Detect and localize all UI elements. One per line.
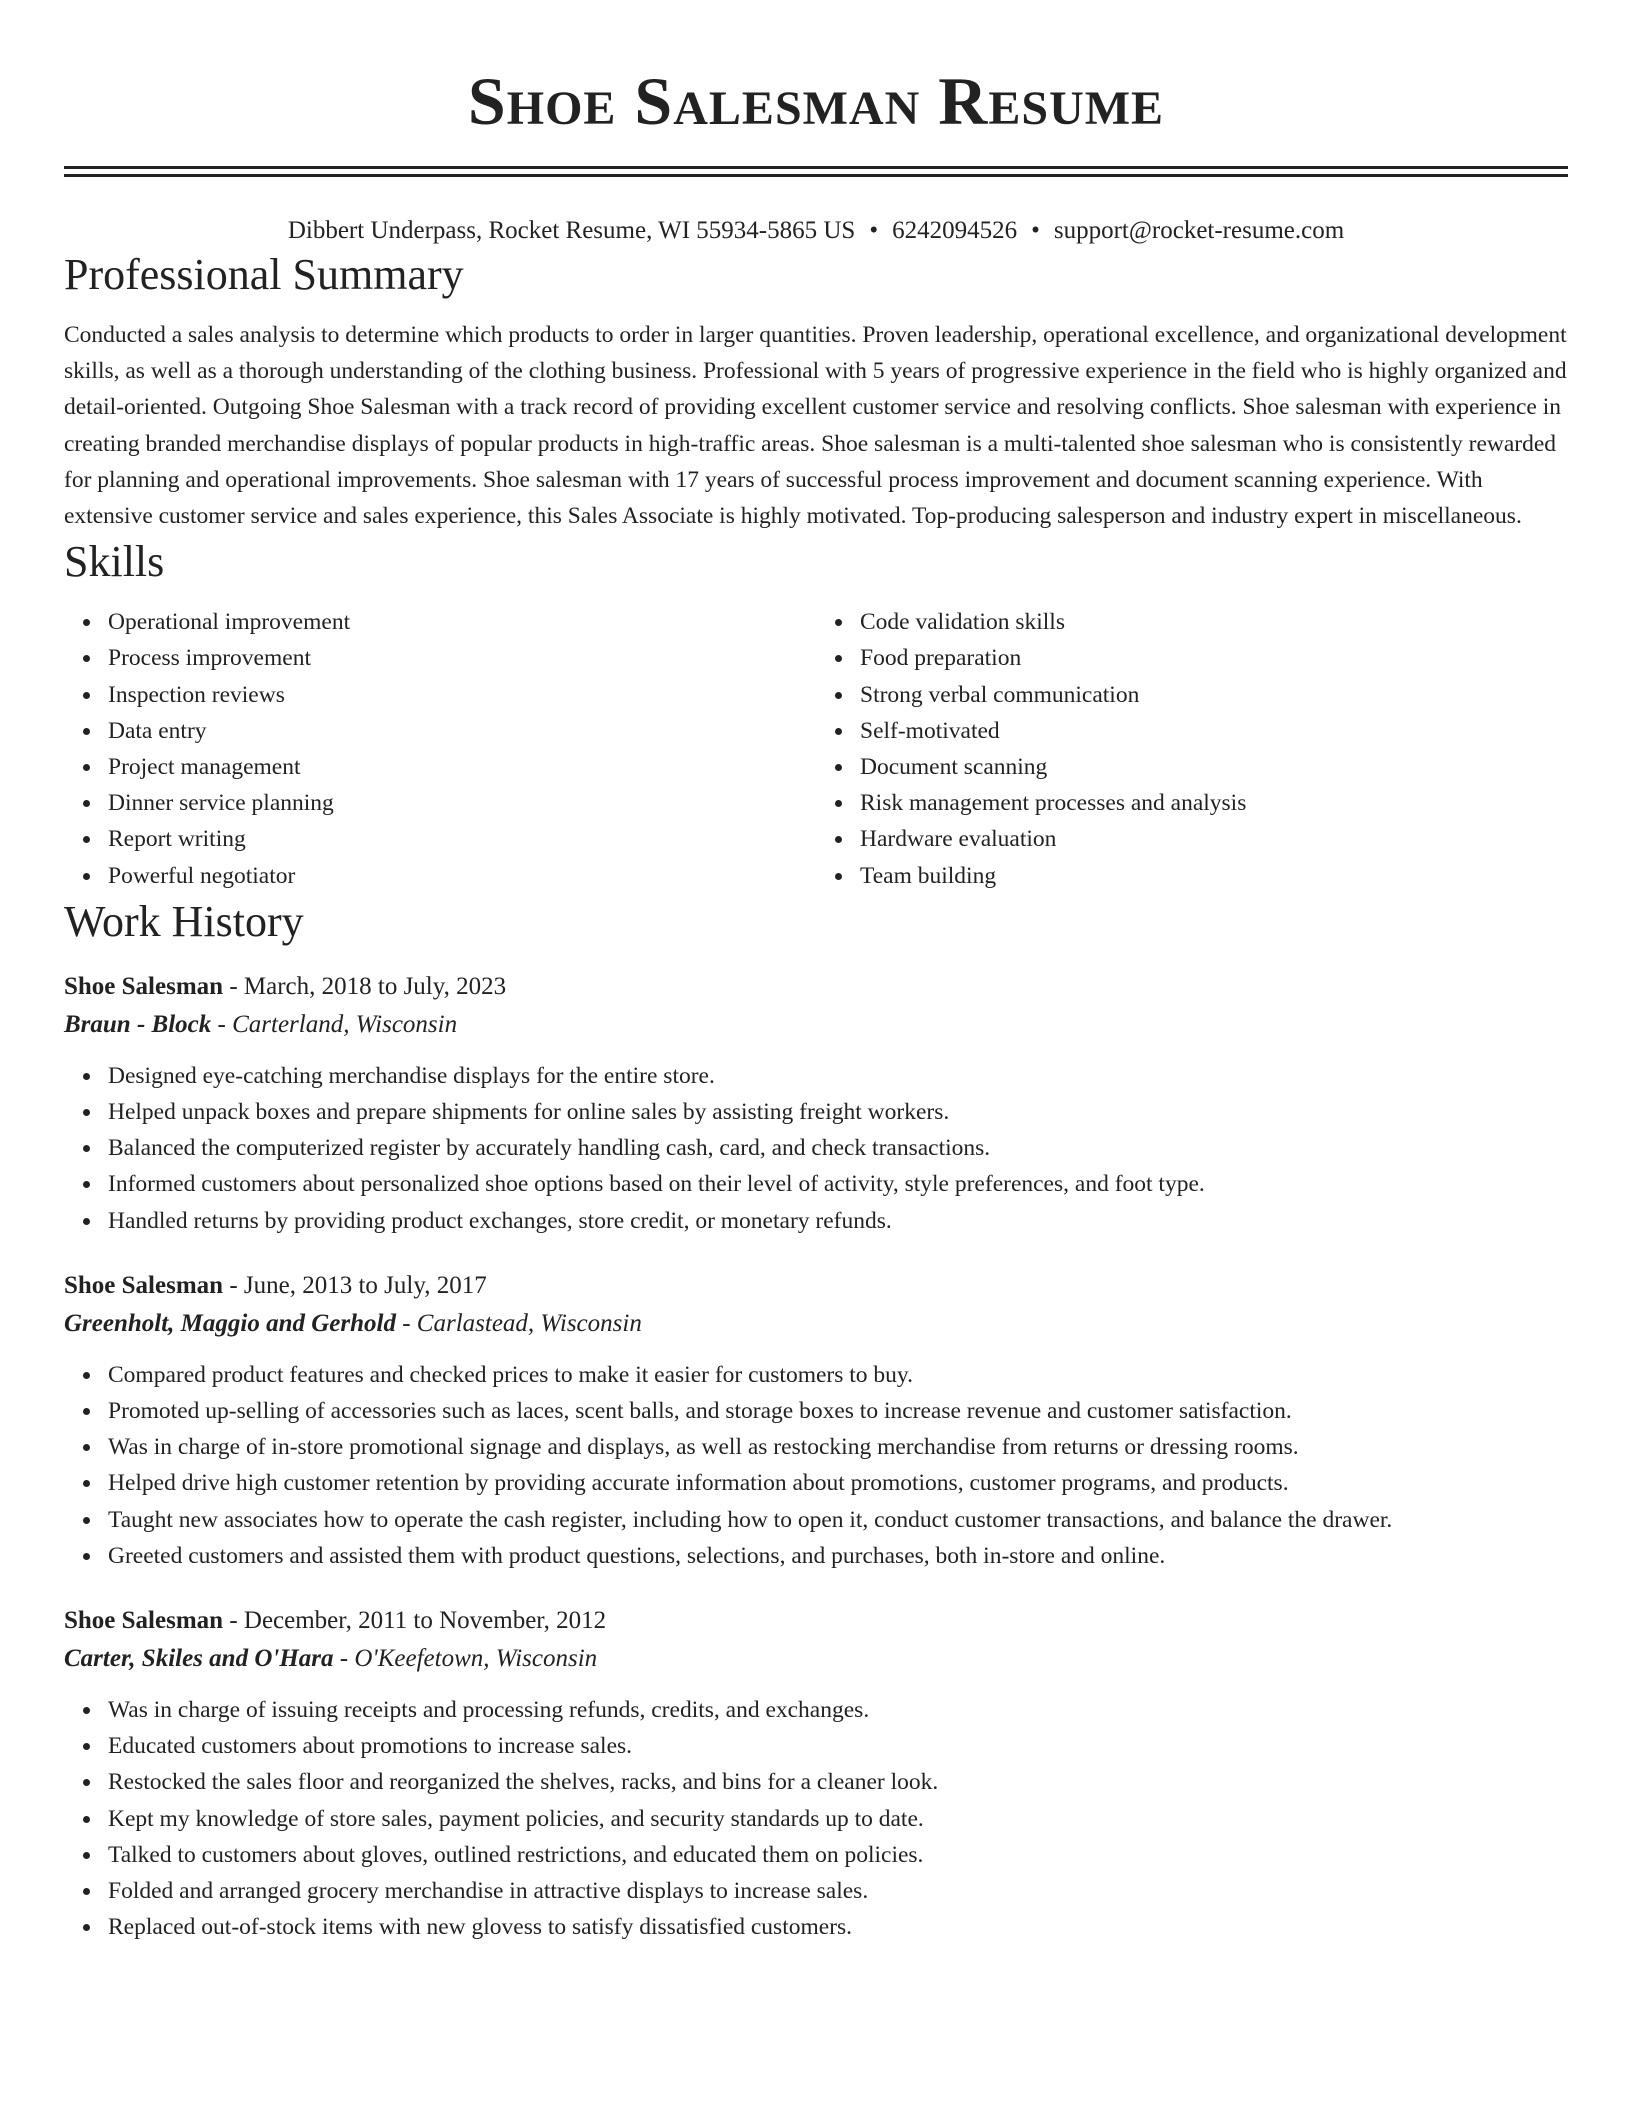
job-duties xyxy=(64,1058,1568,1239)
job-dates: - December, 2011 to November, 2012 xyxy=(223,1607,607,1635)
skill-item: Code validation skills xyxy=(860,604,1568,640)
job-duty: Restocked the sales floor and reorganized the shelves, racks, and bins for a cleaner look. xyxy=(108,1764,1568,1800)
skill-item: Data entry xyxy=(108,713,816,749)
job-position: Shoe Salesman xyxy=(64,972,224,1000)
skill-item: Team building xyxy=(860,858,1568,894)
summary-heading: Professional Summary xyxy=(64,250,464,299)
skill-item: Dinner service planning xyxy=(108,785,816,821)
job-duty: Compared product features and checked prices to make it easier for customers to buy. xyxy=(108,1357,1568,1393)
job-company: Carter, Skiles and O'Hara xyxy=(64,1645,334,1673)
job-duty: Folded and arranged grocery merchandise in attractive displays to increase sales. xyxy=(108,1873,1568,1909)
job-dates: - March, 2018 to July, 2023 xyxy=(223,972,507,1000)
skill-item: Process improvement xyxy=(108,640,816,676)
job-duty: Was in charge of issuing receipts and processing refunds, credits, and exchanges. xyxy=(108,1692,1568,1728)
job-title-line xyxy=(64,968,1568,1006)
job-duty: Educated customers about promotions to increase sales. xyxy=(108,1728,1568,1764)
job-duty: Taught new associates how to operate the cash register, including how to open it, conduct customer transactions, and balance the drawer. xyxy=(108,1502,1568,1538)
job-duty: Kept my knowledge of store sales, payment policies, and security standards up to date. xyxy=(108,1801,1568,1837)
summary-text: Conducted a sales analysis to determine which products to order in larger quantities. Proven leadership, operational excellence, and organizational development skills, as well as a thorough understanding of the clothing business. Professional with 5 years of progressive experience in the field who is highly organized and detail-oriented. Outgoing Shoe Salesman with a track record of providing excellent customer service and resolving conflicts. Shoe salesman with experience in creating branded merchandise displays of popular products in high-traffic areas. Shoe salesman is a multi-talented shoe salesman who is consistently rewarded for planning and operational improvements. Shoe salesman with 17 years of successful process improvement and document scanning experience. With extensive customer service and sales experience, this Sales Associate is highly motivated. Top-producing salesperson and industry expert in miscellaneous. xyxy=(64,322,1567,530)
resume-title: Shoe Salesman Resume xyxy=(467,63,1165,139)
job-duty: Helped unpack boxes and prepare shipments for online sales by assisting freight workers. xyxy=(108,1094,1568,1130)
job-position: Shoe Salesman xyxy=(64,1607,224,1635)
job-dates: - June, 2013 to July, 2017 xyxy=(223,1271,487,1299)
work-history-heading: Work History xyxy=(64,896,304,946)
job-duty: Designed eye-catching merchandise displays for the entire store. xyxy=(108,1058,1568,1094)
job-entry xyxy=(64,968,1568,1239)
skill-item: Document scanning xyxy=(860,749,1568,785)
skill-item: Self-motivated xyxy=(860,713,1568,749)
contact-separator: • xyxy=(1031,217,1040,244)
skill-item: Strong verbal communication xyxy=(860,677,1568,713)
job-company-line xyxy=(64,1006,1568,1044)
job-entry xyxy=(64,1602,1568,1945)
skill-item: Food preparation xyxy=(860,640,1568,676)
skill-item: Project management xyxy=(108,749,816,785)
job-location: - O'Keefetown, Wisconsin xyxy=(333,1645,598,1673)
job-location: - Carterland, Wisconsin xyxy=(211,1010,458,1038)
job-company: Greenholt, Maggio and Gerhold xyxy=(64,1309,396,1337)
job-company-line xyxy=(64,1640,1568,1678)
contact-phone: 6242094526 xyxy=(892,217,1018,244)
skills-column-left xyxy=(64,604,816,894)
skills-heading: Skills xyxy=(64,537,165,587)
contact-email: support@rocket-resume.com xyxy=(1053,217,1345,244)
contact-address: Dibbert Underpass, Rocket Resume, WI 55934-5865 US xyxy=(287,217,856,244)
contact-separator: • xyxy=(869,217,879,244)
job-position: Shoe Salesman xyxy=(64,1271,224,1299)
job-title-line xyxy=(64,1267,1568,1305)
job-location: - Carlastead, Wisconsin xyxy=(395,1309,642,1337)
skills-column-right xyxy=(816,604,1568,894)
job-duty: Balanced the computerized register by accurately handling cash, card, and check transactions. xyxy=(108,1130,1568,1166)
job-entry xyxy=(64,1267,1568,1574)
skills-list xyxy=(64,604,1568,894)
contact-line xyxy=(64,215,1568,247)
job-duty: Talked to customers about gloves, outlined restrictions, and educated them on policies. xyxy=(108,1837,1568,1873)
job-duties xyxy=(64,1357,1568,1574)
skill-item: Inspection reviews xyxy=(108,677,816,713)
skill-item: Report writing xyxy=(108,821,816,857)
job-company-line xyxy=(64,1305,1568,1343)
job-duty: Greeted customers and assisted them with product questions, selections, and purchases, both in-store and online. xyxy=(108,1538,1568,1574)
job-duty: Helped drive high customer retention by providing accurate information about promotions, customer programs, and products. xyxy=(108,1465,1568,1501)
skill-item: Powerful negotiator xyxy=(108,858,816,894)
job-duty: Informed customers about personalized shoe options based on their level of activity, style preferences, and foot type. xyxy=(108,1166,1568,1202)
skill-item: Operational improvement xyxy=(108,604,816,640)
job-company: Braun - Block xyxy=(64,1010,212,1038)
title-divider xyxy=(64,166,1568,177)
job-duty: Promoted up-selling of accessories such as laces, scent balls, and storage boxes to increase revenue and customer satisfaction. xyxy=(108,1393,1568,1429)
skill-item: Risk management processes and analysis xyxy=(860,785,1568,821)
job-duties xyxy=(64,1692,1568,1945)
job-duty: Replaced out-of-stock items with new glovess to satisfy dissatisfied customers. xyxy=(108,1909,1568,1945)
skill-item: Hardware evaluation xyxy=(860,821,1568,857)
job-duty: Handled returns by providing product exchanges, store credit, or monetary refunds. xyxy=(108,1203,1568,1239)
job-title-line xyxy=(64,1602,1568,1640)
job-duty: Was in charge of in-store promotional signage and displays, as well as restocking merchandise from returns or dressing rooms. xyxy=(108,1429,1568,1465)
